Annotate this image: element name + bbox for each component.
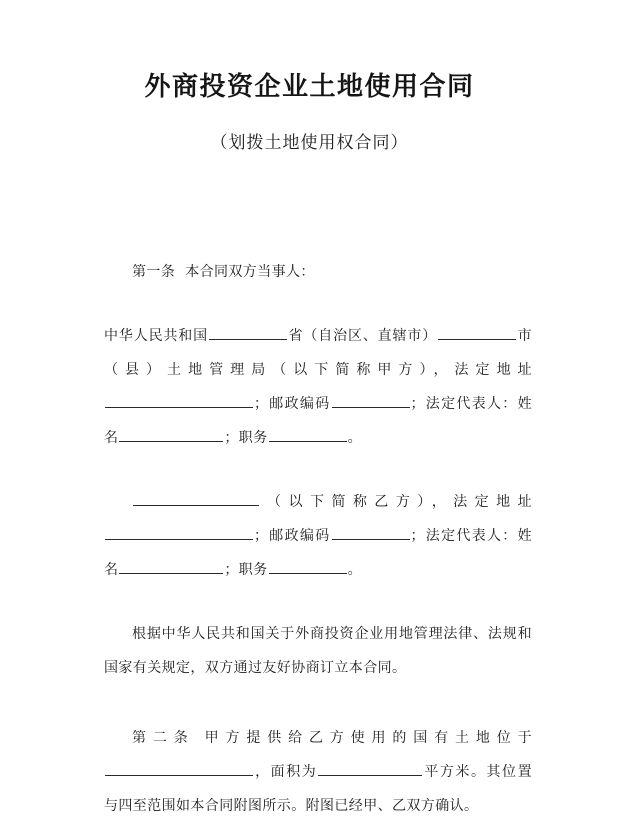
party-a-seg4: ；邮政编码 bbox=[254, 396, 331, 412]
document-title: 外商投资企业土地使用合同 bbox=[144, 72, 475, 102]
land-area-blank[interactable] bbox=[318, 761, 422, 776]
party-b-seg1: （以下简称乙方），法定地址 bbox=[260, 494, 532, 510]
party-a-seg5: ；法定代表人：姓名 bbox=[104, 396, 532, 446]
party-b-paragraph bbox=[104, 485, 532, 587]
party-a-province-blank[interactable] bbox=[209, 325, 287, 340]
party-a-seg2: 省（自治区、直辖市） bbox=[288, 328, 438, 344]
party-a-address-blank[interactable] bbox=[105, 393, 253, 408]
party-a-paragraph bbox=[104, 319, 532, 455]
party-a-seg7: 。 bbox=[347, 430, 363, 446]
party-b-rep-name-blank[interactable] bbox=[119, 559, 223, 574]
party-b-address-blank[interactable] bbox=[105, 525, 253, 540]
party-b-seg5: 。 bbox=[347, 562, 363, 578]
party-b-rep-title-blank[interactable] bbox=[269, 559, 347, 574]
clause-two-paragraph bbox=[104, 721, 532, 823]
party-b-seg2: ；邮政编码 bbox=[254, 528, 331, 544]
recital-paragraph: 根据中华人民共和国关于外商投资企业用地管理法律、法规和国家有关规定，双方通过友好协商订立本合同。 bbox=[104, 626, 532, 676]
party-b-postcode-blank[interactable] bbox=[332, 525, 410, 540]
party-a-seg3: 市（县）土地管理局（以下简称甲方），法定地址 bbox=[104, 328, 533, 378]
party-b-name-blank[interactable] bbox=[133, 491, 259, 506]
clause-one-heading bbox=[104, 255, 532, 289]
party-a-rep-title-blank[interactable] bbox=[269, 427, 347, 442]
land-location-blank[interactable] bbox=[105, 761, 253, 776]
clause-one-label: 第一条 bbox=[132, 264, 176, 280]
clause-two-seg3: 平方米。其位置与四至范围如本合同附图所示。附图已经甲、乙双方确认。 bbox=[104, 764, 532, 814]
party-b-seg4: ；职务 bbox=[224, 562, 268, 578]
clause-two-label: 第二条 bbox=[132, 730, 195, 746]
party-a-seg6: ；职务 bbox=[224, 430, 268, 446]
clause-one-heading-text: 本合同双方当事人： bbox=[185, 264, 315, 280]
clause-two-seg1: 甲方提供给乙方使用的国有土地位于 bbox=[204, 730, 533, 746]
party-a-rep-name-blank[interactable] bbox=[119, 427, 223, 442]
document-body bbox=[104, 255, 532, 823]
party-b-seg3: ；法定代表人：姓名 bbox=[104, 528, 532, 578]
clause-two-seg2: ，面积为 bbox=[254, 764, 318, 780]
party-a-seg1: 中华人民共和国 bbox=[104, 328, 209, 344]
party-a-city-blank[interactable] bbox=[438, 325, 516, 340]
party-a-postcode-blank[interactable] bbox=[332, 393, 410, 408]
document-subtitle: （划拨土地使用权合同） bbox=[210, 133, 409, 153]
